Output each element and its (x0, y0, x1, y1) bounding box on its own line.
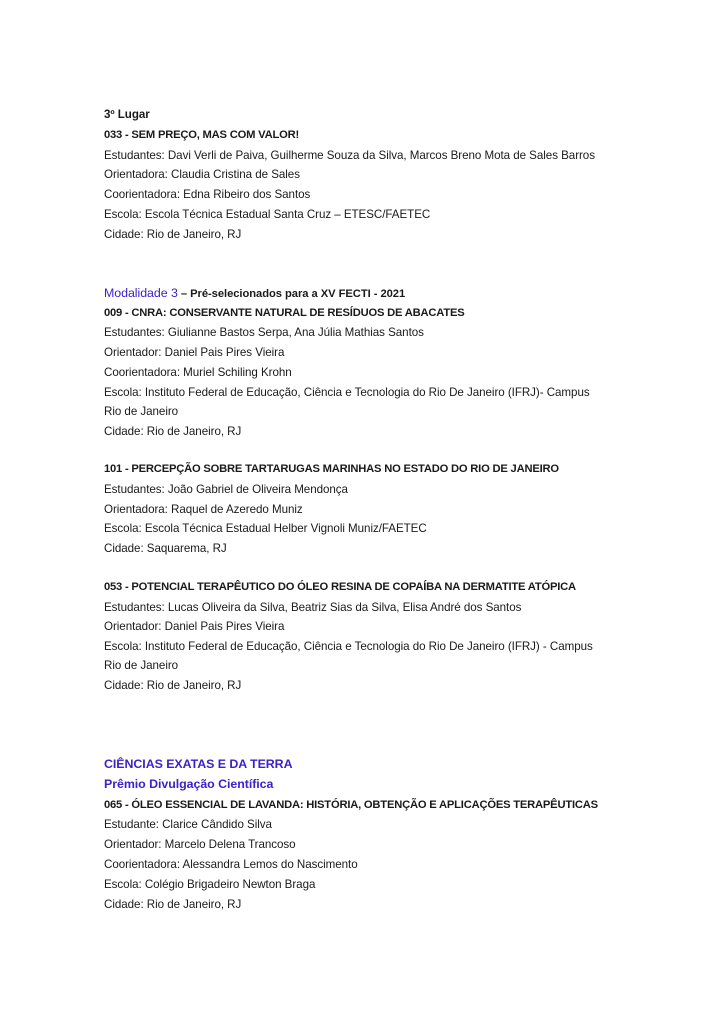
city-033: Cidade: Rio de Janeiro, RJ (104, 228, 242, 241)
city-065: Cidade: Rio de Janeiro, RJ (104, 898, 242, 911)
advisor-101: Orientadora: Raquel de Azeredo Muniz (104, 503, 303, 516)
school-101: Escola: Escola Técnica Estadual Helber Vignoli Muniz/FAETEC (104, 522, 427, 535)
city-101: Cidade: Saquarema, RJ (104, 542, 227, 555)
modalidade-subtitle: – Pré-selecionados para a XV FECTI - 2021 (177, 288, 406, 300)
city-053: Cidade: Rio de Janeiro, RJ (104, 679, 242, 692)
advisor-009: Orientador: Daniel Pais Pires Vieira (104, 346, 285, 359)
school-053-line1: Escola: Instituto Federal de Educação, Ciência e Tecnologia do Rio De Janeiro (IFRJ) - Campus (104, 640, 593, 653)
modalidade-heading (104, 286, 405, 301)
coadvisor-065: Coorientadora: Alessandra Lemos do Nascimento (104, 858, 358, 871)
students-033: Estudantes: Davi Verli de Paiva, Guilherme Souza da Silva, Marcos Breno Mota de Sales Barros (104, 149, 595, 162)
school-009-line1: Escola: Instituto Federal de Educação, Ciência e Tecnologia do Rio De Janeiro (IFRJ)- Campus (104, 386, 590, 399)
project-title-065: 065 - ÓLEO ESSENCIAL DE LAVANDA: HISTÓRIA, OBTENÇÃO E APLICAÇÕES TERAPÊUTICAS (104, 799, 598, 811)
placement-heading: 3º Lugar (104, 108, 150, 121)
section-heading-exatas: CIÊNCIAS EXATAS E DA TERRA (104, 757, 293, 771)
students-053: Estudantes: Lucas Oliveira da Silva, Beatriz Sias da Silva, Elisa André dos Santos (104, 601, 522, 614)
coadvisor-009: Coorientadora: Muriel Schiling Krohn (104, 366, 292, 379)
school-033: Escola: Escola Técnica Estadual Santa Cruz – ETESC/FAETEC (104, 208, 431, 221)
project-title-009: 009 - CNRA: CONSERVANTE NATURAL DE RESÍDUOS DE ABACATES (104, 307, 465, 319)
city-009: Cidade: Rio de Janeiro, RJ (104, 425, 242, 438)
coadvisor-033: Coorientadora: Edna Ribeiro dos Santos (104, 188, 311, 201)
school-053-line2: Rio de Janeiro (104, 659, 179, 672)
award-heading: Prêmio Divulgação Científica (104, 777, 274, 791)
school-009-line2: Rio de Janeiro (104, 405, 179, 418)
project-title-033: 033 - SEM PREÇO, MAS COM VALOR! (104, 129, 299, 141)
students-101: Estudantes: João Gabriel de Oliveira Mendonça (104, 483, 348, 496)
school-065: Escola: Colégio Brigadeiro Newton Braga (104, 878, 316, 891)
project-title-101: 101 - PERCEPÇÃO SOBRE TARTARUGAS MARINHAS NO ESTADO DO RIO DE JANEIRO (104, 463, 559, 475)
modalidade-label: Modalidade 3 (104, 286, 178, 300)
student-065: Estudante: Clarice Cândido Silva (104, 818, 272, 831)
advisor-053: Orientador: Daniel Pais Pires Vieira (104, 620, 285, 633)
advisor-065: Orientador: Marcelo Delena Trancoso (104, 838, 296, 851)
advisor-033: Orientadora: Claudia Cristina de Sales (104, 168, 300, 181)
students-009: Estudantes: Giulianne Bastos Serpa, Ana Júlia Mathias Santos (104, 326, 424, 339)
project-title-053: 053 - POTENCIAL TERAPÊUTICO DO ÓLEO RESINA DE COPAÍBA NA DERMATITE ATÓPICA (104, 581, 576, 593)
